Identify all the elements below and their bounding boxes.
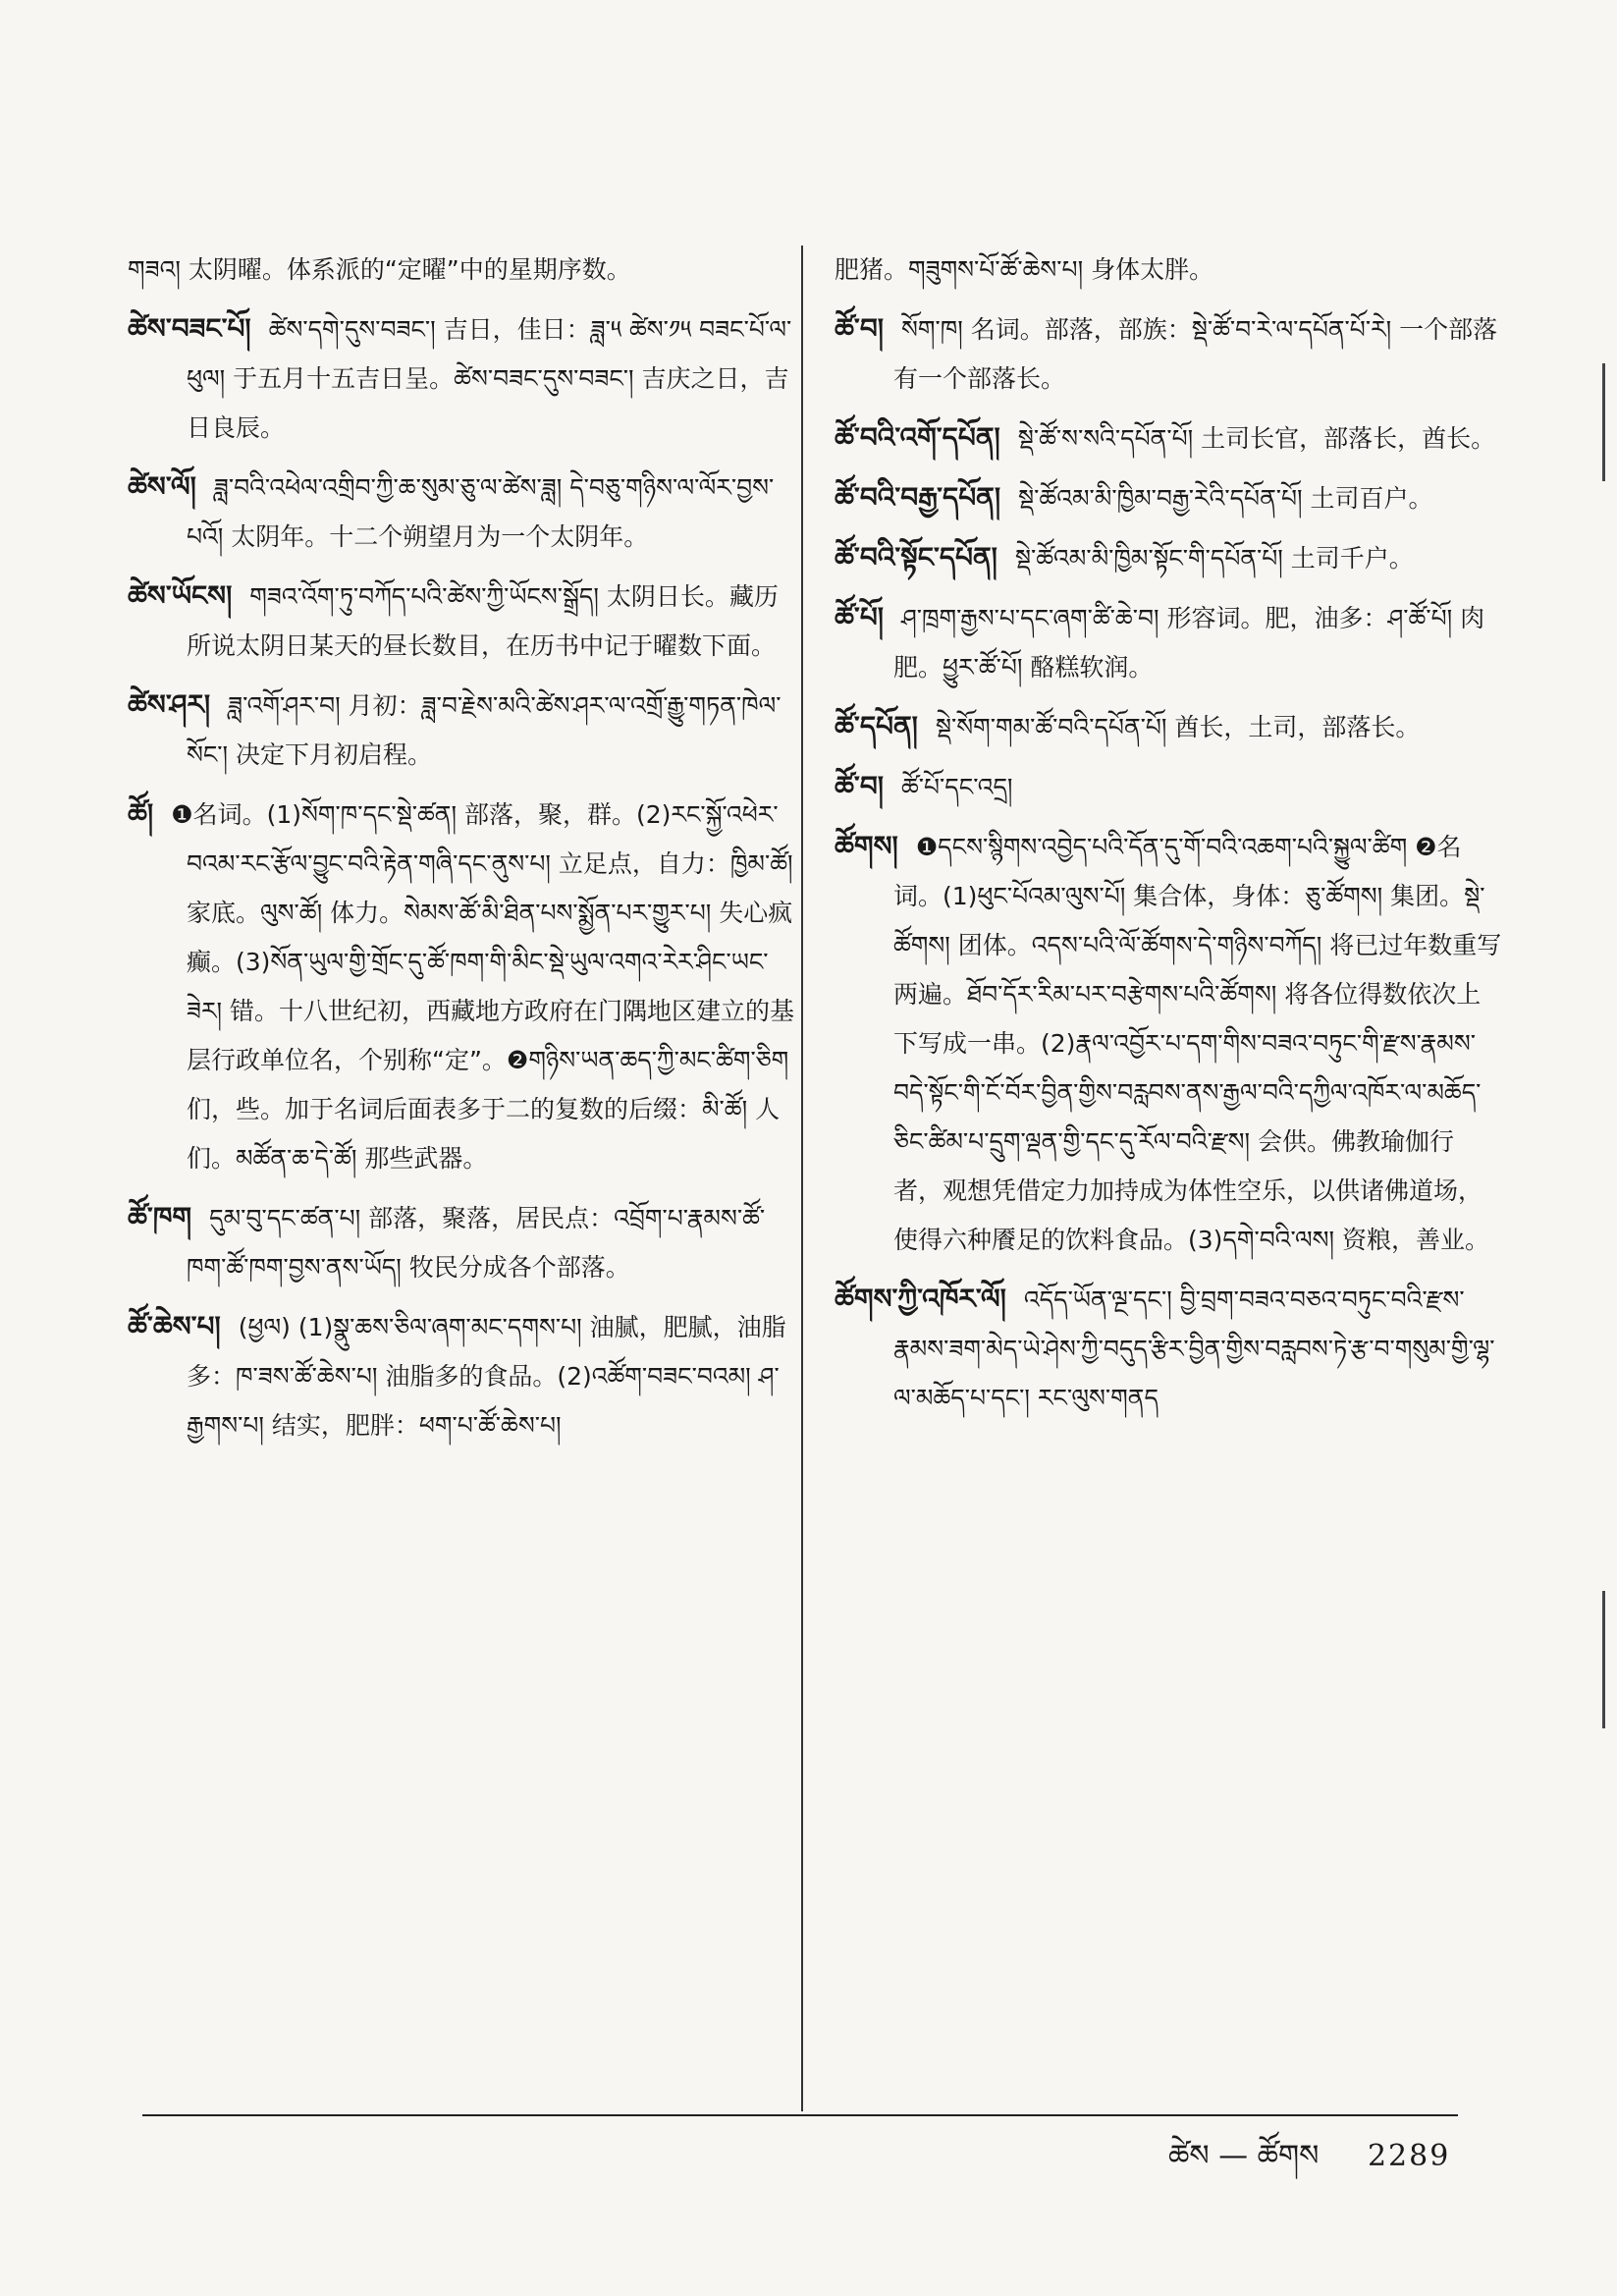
left-column (128, 246, 795, 1460)
entry-definition: ཤ་ཁྲག་རྒྱས་པ་དང་ཞག་ཚི་ཆེ་བ། 形容词。肥，油多：ཤ་ཚོ་པོ། 肉肥。ཕྱུར་ཚོ་པོ། 酪糕软润。 (893, 604, 1485, 682)
entry-definition: ཟླ་འགོ་ཤར་བ། 月初：ཟླ་བ་རྗེས་མའི་ཚེས་ཤར་ལ་འགྲོ་རྒྱུ་གཏན་ཁེལ་སོང་། 决定下月初启程。 (187, 691, 782, 769)
dictionary-entry (835, 413, 1502, 464)
dictionary-entry (835, 533, 1502, 583)
dictionary-entry (128, 790, 795, 1183)
entry-definition: གཟའ་འོག་ཏུ་བཀོད་པའི་ཚེས་ཀྱི་ཡོངས་སྒྲོད། 太阴日长。藏历所说太阴日某天的昼长数目，在历书中记于曜数下面。 (187, 582, 779, 660)
entry-headword: ཚོ། (128, 797, 154, 830)
dictionary-entry (128, 304, 795, 453)
entry-definition: ཟླ་བའི་འཕེལ་འགྲིབ་ཀྱི་ཆ་སུམ་ཅུ་ལ་ཚེས་ཟླ། དེ་བཅུ་གཉིས་ལ་ལོར་བྱས་པའོ། 太阴年。十二个朔望月为一个太阴年。 (187, 473, 775, 551)
entry-headword: ཚོ་བ། (835, 312, 884, 345)
entry-headword: ཚེས་ཤར། (128, 688, 211, 721)
footer-rule (142, 2114, 1458, 2116)
scan-edge-mark (1602, 363, 1605, 481)
entry-definition: 肥猪。གཟུགས་པོ་ཚོ་ཆེས་པ། 身体太胖。 (835, 255, 1214, 284)
dictionary-entry (835, 593, 1502, 692)
entry-definition: ❶名词。(1)སོག་ཁ་དང་སྡེ་ཚན། 部落，聚，群。(2)རང་སྐྱོ་འཕེར་བའམ་རང་རྩོལ་བྱུང་བའི་རྟེན་གཞི་དང་ནུས་པ། 立足点，自力：ཁྱིམ་ཚོ། 家底。ལུས་ཚོ། 体力。སེམས་ཚོ་མི་ཐིན་པས་སྨྱོན་པར་གྱུར་པ། 失心疯癫。(3)སོན་ཡུལ་གྱི་གྲོང་དུ་ཚོ་ཁག་གི་མིང་སྡེ་ཡུལ་འགའ་རེར་ཤིང་ཡང་ཟེར། 错。十八世纪初，西藏地方政府在门隅地区建立的基层行政单位名，个别称“定”。❷གཉིས་ཡན་ཆད་ཀྱི་མང་ཚིག་ཅིག 们，些。加于名词后面表多于二的复数的后缀：མི་ཚོ། 人们。མཚོན་ཆ་དེ་ཚོ། 那些武器。 (171, 800, 795, 1173)
footer-range: ཚེས — ཚོགས (1168, 2139, 1320, 2173)
entry-definition: སྡེ་ཚོའམ་མི་ཁྱིམ་སྟོང་གི་དཔོན་པོ། 土司千户。 (1014, 544, 1414, 573)
right-column (835, 246, 1502, 1433)
dictionary-entry (128, 681, 795, 780)
dictionary-entry (128, 1193, 795, 1292)
entry-headword: ཚོ་བའི་འགོ་དཔོན། (835, 421, 1000, 454)
entry-headword: ཚོ་བ། (835, 770, 884, 802)
entry-headword: ཚོ་བའི་སྟོང་དཔོན། (835, 541, 997, 574)
entry-definition: ཚེས་དགེ་དུས་བཟང་། 吉日，佳日：ཟླ་༥ ཚེས་༡༥ བཟང་པོ་ལ་ཕུལ། 于五月十五吉日呈。ཚེས་བཟང་དུས་བཟང་། 吉庆之日，吉日良辰。 (187, 315, 792, 442)
entry-headword: ཚོ་དཔོན། (835, 710, 918, 742)
dictionary-entry (835, 702, 1502, 752)
entry-headword: ཚོགས། (835, 830, 898, 862)
entry-headword: ཚོ་ཁག (128, 1201, 192, 1233)
dictionary-entry (835, 304, 1502, 404)
entry-definition: སྡེ་ཚོ་ས་སའི་དཔོན་པོ། 土司长官，部落长，酋长。 (1017, 424, 1496, 453)
entry-definition: གཟའ། 太阴曜。体系派的“定曜”中的星期序数。 (128, 255, 631, 284)
dictionary-entry (128, 572, 795, 671)
column-divider (801, 246, 803, 2111)
dictionary-entry (128, 463, 795, 562)
entry-definition: འདོད་ཡོན་ལྔ་དང་། བྱི་བྲག་བཟའ་བཅའ་བཏུང་བའི་རྫས་རྣམས་ཟག་མེད་ཡེ་ཤེས་ཀྱི་བདུད་རྩིར་བྱིན་གྱིས་བརླབས་ཏེ་རྩ་བ་གསུམ་གྱི་ལྷ་ལ་མཆོད་པ་དང་། རང་ལུས་གནད (893, 1285, 1495, 1412)
dictionary-entry (128, 246, 795, 295)
entry-definition: སྡེ་ཚོའམ་མི་ཁྱིམ་བརྒྱ་རེའི་དཔོན་པོ། 土司百户。 (1018, 484, 1433, 513)
page-number: 2289 (1367, 2139, 1451, 2173)
entry-headword: ཚོ་བའི་བརྒྱ་དཔོན། (835, 481, 1001, 514)
dictionary-entry (835, 246, 1502, 295)
entry-definition: (ཕྱལ) (1)སྣུ་ཆས་ཅིལ་ཞག་མང་དགས་པ། 油腻，肥腻，油脂多：ཁ་ཟས་ཚོ་ཆེས་པ། 油脂多的食品。(2)འཚོག་བཟང་བའམ། ཤ་རྒྱགས་པ། 结实，肥胖：ཕག་པ་ཚོ་ཆེས་པ། (187, 1313, 786, 1440)
entry-definition: སྡེ་སོག་གམ་ཚོ་བའི་དཔོན་པོ། 酋长，土司，部落长。 (935, 713, 1421, 741)
page-footer (1168, 2123, 1450, 2206)
entry-headword: ཚོགས་ཀྱི་འཁོར་ལོ། (835, 1283, 1006, 1315)
entry-headword: ཚོ་པོ། (835, 601, 884, 633)
entry-definition: སོག་ཁ། 名词。部落，部族：སྡེ་ཚོ་བ་རེ་ལ་དཔོན་པོ་རེ། 一个部落有一个部落长。 (893, 315, 1498, 393)
dictionary-entry (835, 1275, 1502, 1423)
entry-headword: ཚེས་ལོ། (128, 470, 196, 503)
entry-headword: ཚེས་བཟང་པོ། (128, 312, 251, 345)
entry-headword: ཚེས་ཡོངས། (128, 579, 233, 612)
dictionary-entry (835, 473, 1502, 523)
entry-headword: ཚོ་ཆེས་པ། (128, 1310, 221, 1342)
dictionary-entry (835, 762, 1502, 812)
dictionary-entry (128, 1302, 795, 1450)
entry-definition: དུམ་བུ་དང་ཚན་པ། 部落，聚落，居民点：འབྲོག་པ་རྣམས་ཚོ་ཁག་ཚོ་ཁག་བྱས་ནས་ཡོད། 牧民分成各个部落。 (187, 1204, 766, 1282)
entry-definition: ❶དངས་སྙིགས་འབྱེད་པའི་དོན་དུ་གོ་བའི་འཆག་པའི་སྐྱུལ་ཚིག ❷名词。(1)ཕུང་པོའམ་ལུས་པོ། 集合体，身体：ཅུ་ཚོགས། 集团。སྡེ་ཚོགས། 团体。འདས་པའི་ལོ་ཚོགས་དེ་གཉིས་བཀོད། 将已过年数重写两遍。ཐོབ་དོར་རིམ་པར་བརྩེགས་པའི་ཚོགས། 将各位得数依次上下写成一串。(2)རྣལ་འབྱོར་པ་དག་གིས་བཟའ་བཏུང་གི་རྫས་རྣམས་བདེ་སྟོང་གི་ངོ་བོར་བྱིན་གྱིས་བརླབས་ནས་རྒྱལ་བའི་དཀྱིལ་འཁོར་ལ་མཆོད་ཅིང་ཚིམ་པ་དྲུག་ལྡན་གྱི་དང་དུ་རོལ་བའི་རྫས། 会供。佛教瑜伽行者，观想凭借定力加持成为体性空乐，以供诸佛道场，使得六种餍足的饮料食品。(3)དགེ་བའི་ལས། 资粮，善业。 (893, 833, 1502, 1254)
entry-definition: ཚོ་པོ་དང་འདྲ། (900, 773, 1013, 801)
dictionary-entry (835, 822, 1502, 1265)
scan-edge-mark (1602, 1591, 1605, 1728)
